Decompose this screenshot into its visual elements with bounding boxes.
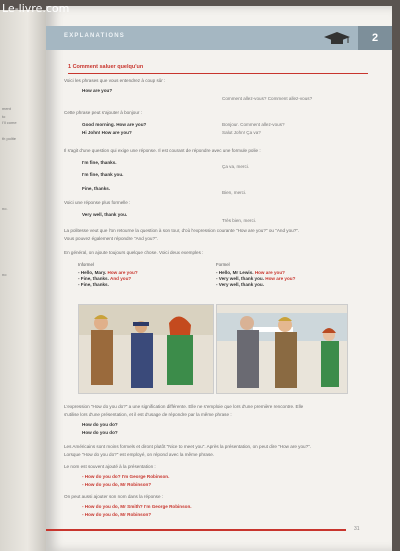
text-line: How are you? xyxy=(82,88,113,93)
text-line: En général, on ajoute toujours quelque chose. Voici deux exemples : xyxy=(64,250,204,255)
text-line: Bien, merci. xyxy=(222,190,247,195)
text-line: Ça va, merci. xyxy=(222,164,250,169)
text-line: Voici une réponse plus formelle : xyxy=(64,200,131,205)
illustration-formal-greeting xyxy=(216,304,348,394)
text-line: Hi John! How are you? xyxy=(82,130,132,135)
text-line: s'utilise lors d'une présentation, et il est d'usage de répondre par la même phrase : xyxy=(64,412,232,417)
illustration-informal-greeting xyxy=(78,304,214,394)
text-line: Il s'agit d'une question qui exige une réponse. Il est courant de répondre avec une formule polie : xyxy=(64,148,261,153)
text-line: On peut aussi ajouter son nom dans la réponse : xyxy=(64,494,164,499)
text-line: How do you do? xyxy=(82,430,118,435)
text-line: Comment allez-vous? Comment allez-vous? xyxy=(222,96,313,101)
left-page-edge: ment to I'll come th polite no. no xyxy=(0,10,46,551)
section-title: EXPLANATIONS xyxy=(64,33,125,39)
text-line: Les Américains sont moins formels et diront plutôt "Nice to meet you". Après la présentation, on peut dire "How are you?". xyxy=(64,444,312,449)
dialogue-line: - Very well, thank you. xyxy=(216,282,264,287)
dialogue-line: - Hello, Mary. How are you? xyxy=(78,270,138,275)
header-band xyxy=(46,26,392,50)
text-line: Vous pouvez également répondre "And you?". xyxy=(64,236,158,241)
footer-rule xyxy=(46,529,346,531)
text-line: - How do you do, Mr Smith? I'm George Robinson. xyxy=(82,504,192,509)
section-rule xyxy=(68,73,368,74)
text-line: Cette phrase peut s'ajouter à bonjour : xyxy=(64,110,142,115)
text-line: Voici les phrases que vous entendrez à coup sûr : xyxy=(64,78,166,83)
text-line: Very well, thank you. xyxy=(82,212,128,217)
dialogue-line: - Fine, thanks. And you? xyxy=(78,276,132,281)
text-line: Formel xyxy=(216,262,230,267)
graduation-cap-icon xyxy=(322,31,352,45)
text-line: - How do you do, Mr Robinson? xyxy=(82,482,152,487)
dialogue-informal xyxy=(78,270,138,288)
text-line: Good morning. How are you? xyxy=(82,122,147,127)
text-line: Lorsque "How do you do?" est employé, on répond avec la même phrase. xyxy=(64,452,215,457)
dialogue-line: - Fine, thanks. xyxy=(78,282,109,287)
dialogue-line: - Very well, thank you. How are you? xyxy=(216,276,296,281)
watermark: Le-livre.com xyxy=(2,2,70,15)
text-line: I'm fine, thank you. xyxy=(82,172,124,177)
dialogue-line: - Hello, Mr Lewis. How are you? xyxy=(216,270,285,275)
text-line: How do you do? xyxy=(82,422,118,427)
text-line: Salut John! Ça va? xyxy=(222,130,261,135)
text-line: L'expression "How do you do?" a une signification différente. Elle ne s'emploie que lors d'une première rencontre. Elle xyxy=(64,404,304,409)
text-line: Informel xyxy=(78,262,94,267)
book-page xyxy=(46,6,392,551)
text-line: - How do you do? I'm George Robinson. xyxy=(82,474,170,479)
text-line: Bonjour. Comment allez-vous? xyxy=(222,122,285,127)
text-line: I'm fine, thanks. xyxy=(82,160,117,165)
text-line: - How do you do, Mr Robinson? xyxy=(82,512,152,517)
text-line: Le nom est souvent ajouté à la présentation : xyxy=(64,464,156,469)
dialogue-formal xyxy=(216,270,295,288)
text-line: La politesse veut que l'on retourne la question à son tour, d'où l'expression courante "How are you?" ou "And you?". xyxy=(64,228,300,233)
text-line: Très bien, merci. xyxy=(222,218,257,223)
text-line: Fine, thanks. xyxy=(82,186,111,191)
section-heading: 1 Comment saluer quelqu'un xyxy=(68,64,144,70)
page-number: 31 xyxy=(354,526,360,532)
chapter-number: 2 xyxy=(358,26,392,50)
